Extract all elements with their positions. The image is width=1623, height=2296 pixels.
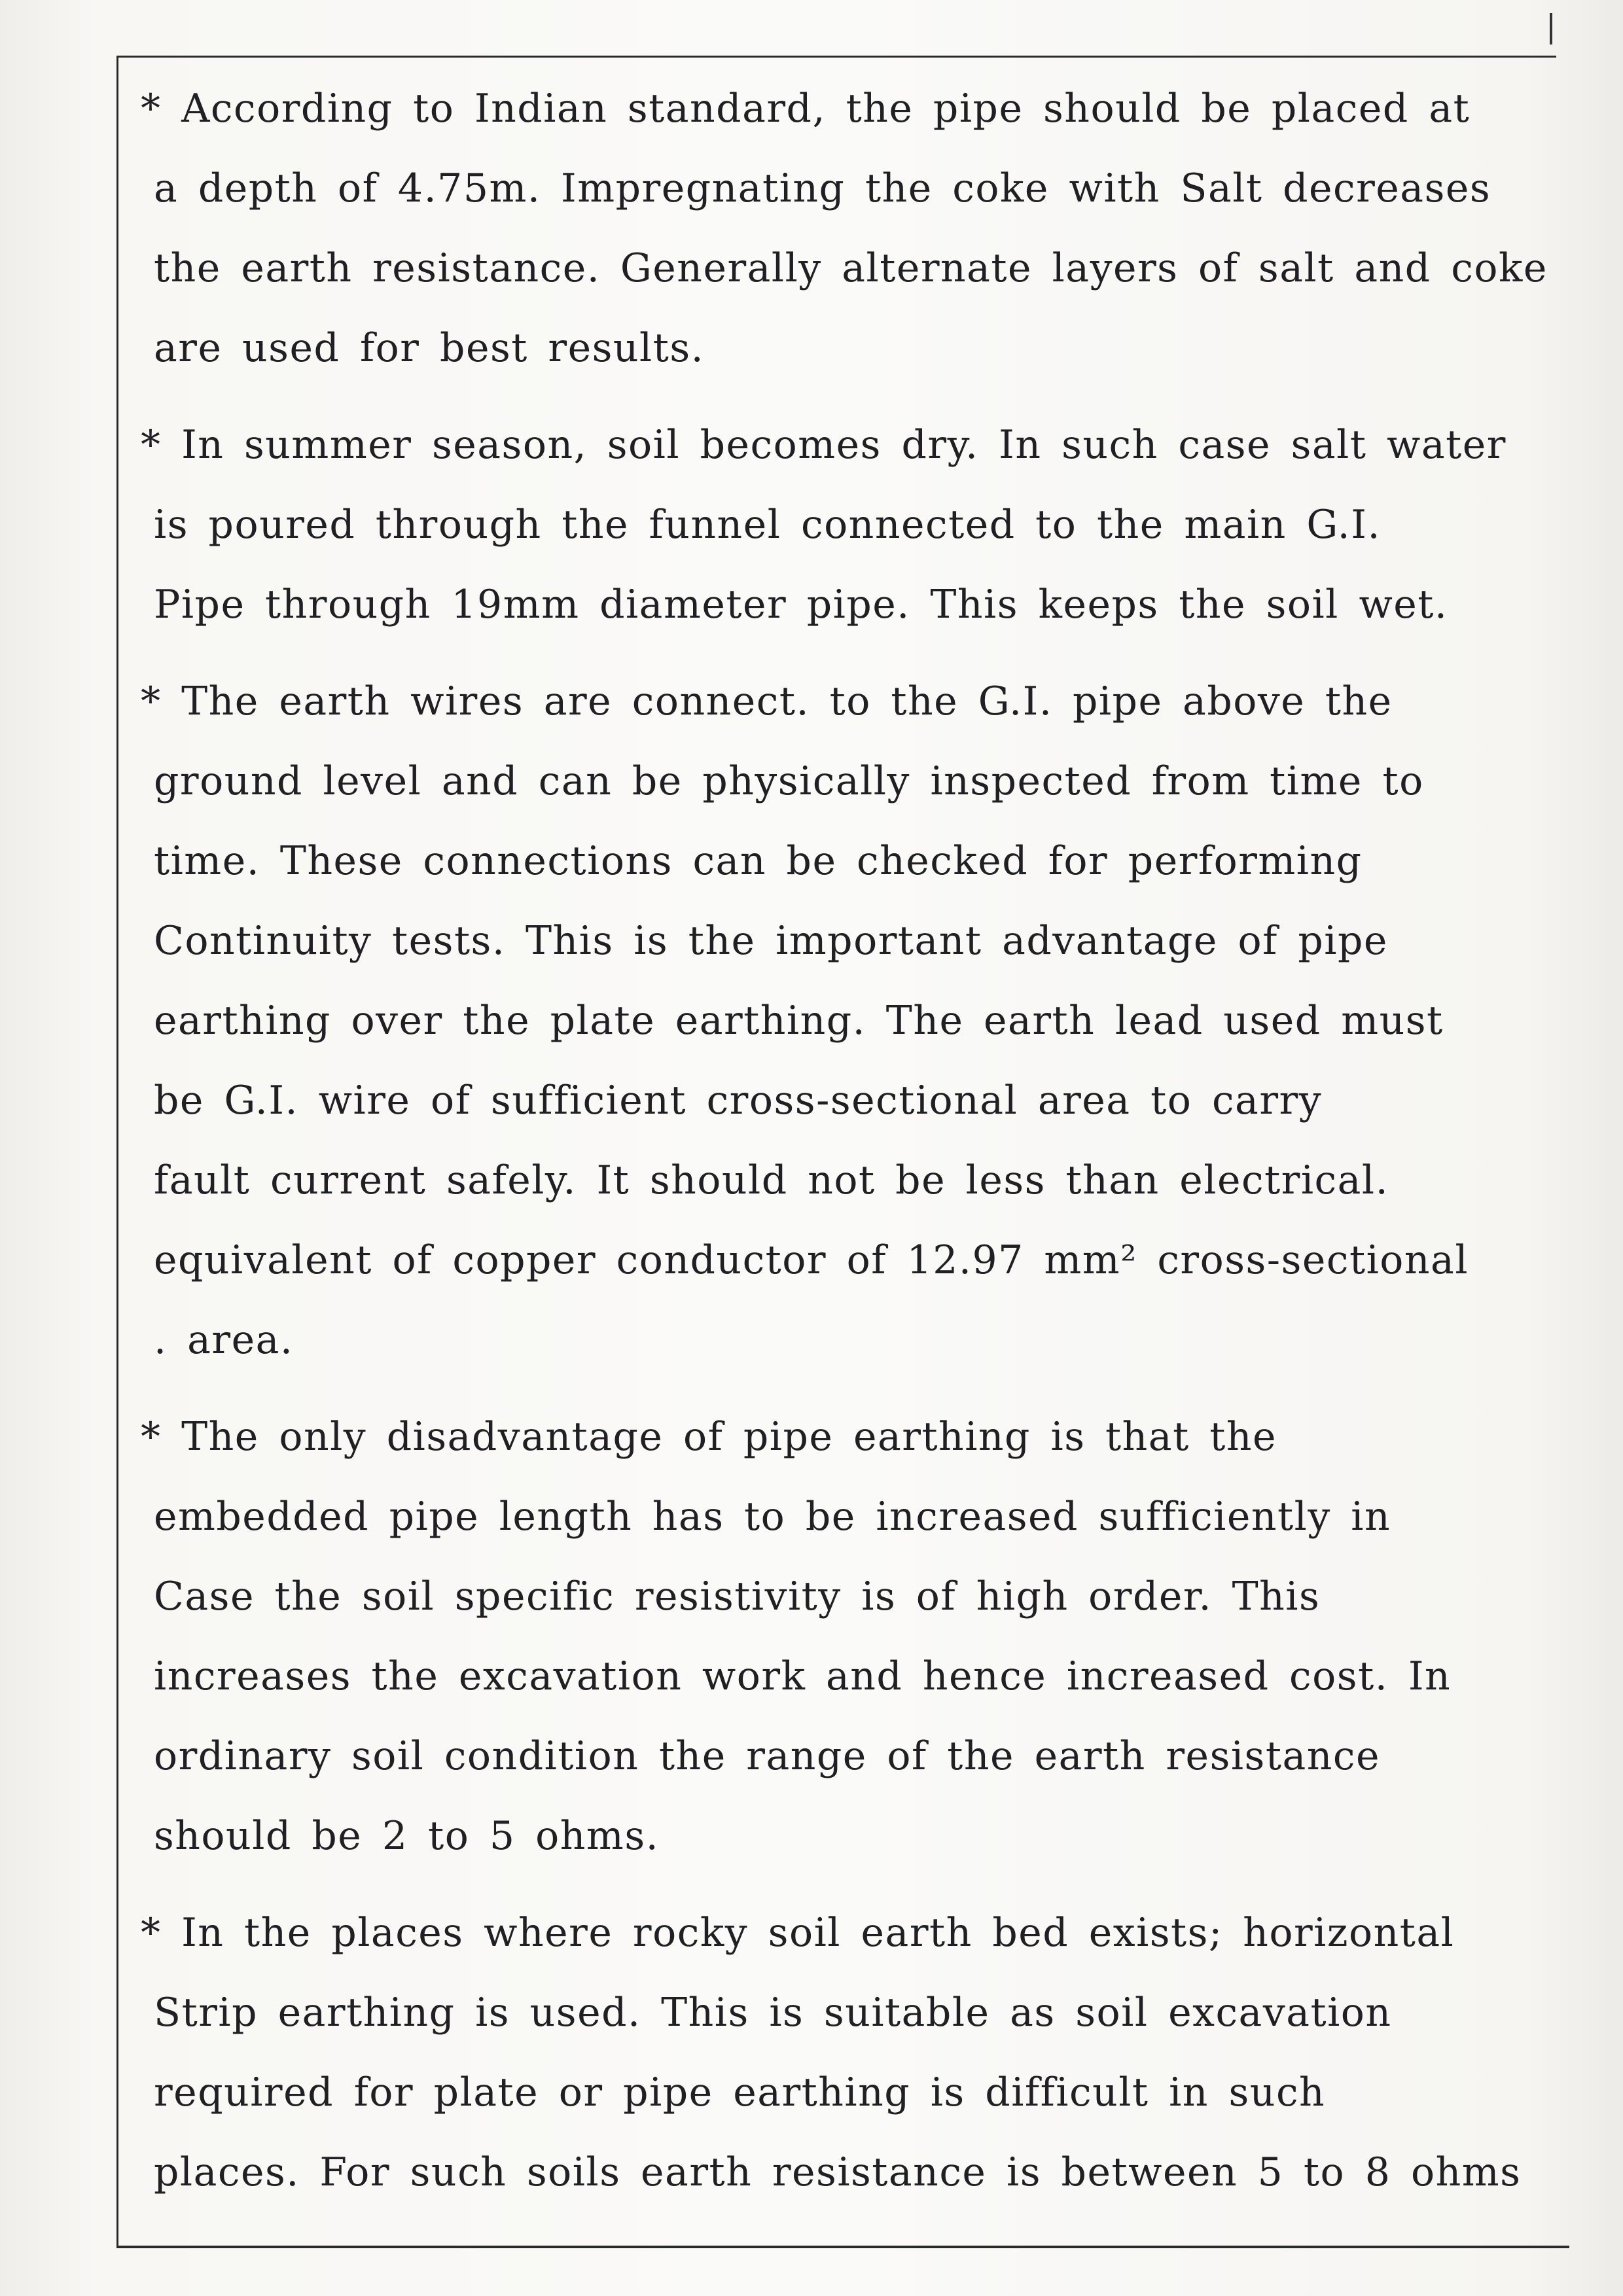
handwritten-notes	[141, 69, 1554, 2229]
text-line: * In summer season, soil becomes dry. In such case salt water	[141, 422, 1507, 468]
text-line: embedded pipe length has to be increased sufficiently in	[154, 1494, 1391, 1540]
paragraph-strip-earthing	[141, 1893, 1554, 2212]
text-line: required for plate or pipe earthing is difficult in such	[154, 2070, 1326, 2115]
text-line: * The earth wires are connect. to the G.I. pipe above the	[141, 679, 1393, 724]
paragraph-disadvantage	[141, 1397, 1554, 1876]
text-line: . area.	[154, 1317, 294, 1363]
text-line: * In the places where rocky soil earth bed exists; horizontal	[141, 1910, 1455, 1956]
text-line: Case the soil specific resistivity is of high order. This	[154, 1574, 1321, 1619]
margin-line	[116, 56, 118, 2248]
text-line: places. For such soils earth resistance is between 5 to 8 ohms	[154, 2149, 1522, 2195]
text-line: fault current safely. It should not be less than electrical.	[154, 1157, 1389, 1203]
text-line: be G.I. wire of sufficient cross-sectional area to carry	[154, 1078, 1323, 1123]
text-line: is poured through the funnel connected to the main G.I.	[154, 502, 1382, 548]
text-line: ordinary soil condition the range of the earth resistance	[154, 1733, 1380, 1779]
text-line: are used for best results.	[154, 325, 705, 371]
bottom-rule-line	[116, 2246, 1569, 2248]
text-line: earthing over the plate earthing. The earth lead used must	[154, 998, 1444, 1044]
text-line: equivalent of copper conductor of 12.97 mm² cross-sectional	[154, 1237, 1469, 1283]
text-line: Continuity tests. This is the important advantage of pipe	[154, 918, 1388, 964]
text-line: increases the excavation work and hence increased cost. In	[154, 1653, 1452, 1699]
top-rule-line	[116, 56, 1556, 58]
text-line: a depth of 4.75m. Impregnating the coke with Salt decreases	[154, 166, 1491, 211]
text-line: should be 2 to 5 ohms.	[154, 1813, 660, 1859]
text-line: * The only disadvantage of pipe earthing is that the	[141, 1414, 1277, 1460]
text-line: time. These connections can be checked for performing	[154, 838, 1363, 884]
text-line: * According to Indian standard, the pipe should be placed at	[141, 86, 1471, 132]
text-line: the earth resistance. Generally alternate layers of salt and coke	[154, 245, 1548, 291]
paragraph-earth-wires	[141, 662, 1554, 1380]
paragraph-pipe-depth	[141, 69, 1554, 388]
text-line: ground level and can be physically inspected from time to	[154, 758, 1424, 804]
corner-mark	[1550, 13, 1552, 44]
paragraph-summer-season	[141, 405, 1554, 645]
text-line: Strip earthing is used. This is suitable as soil excavation	[154, 1990, 1392, 2036]
text-line: Pipe through 19mm diameter pipe. This keeps the soil wet.	[154, 582, 1448, 627]
